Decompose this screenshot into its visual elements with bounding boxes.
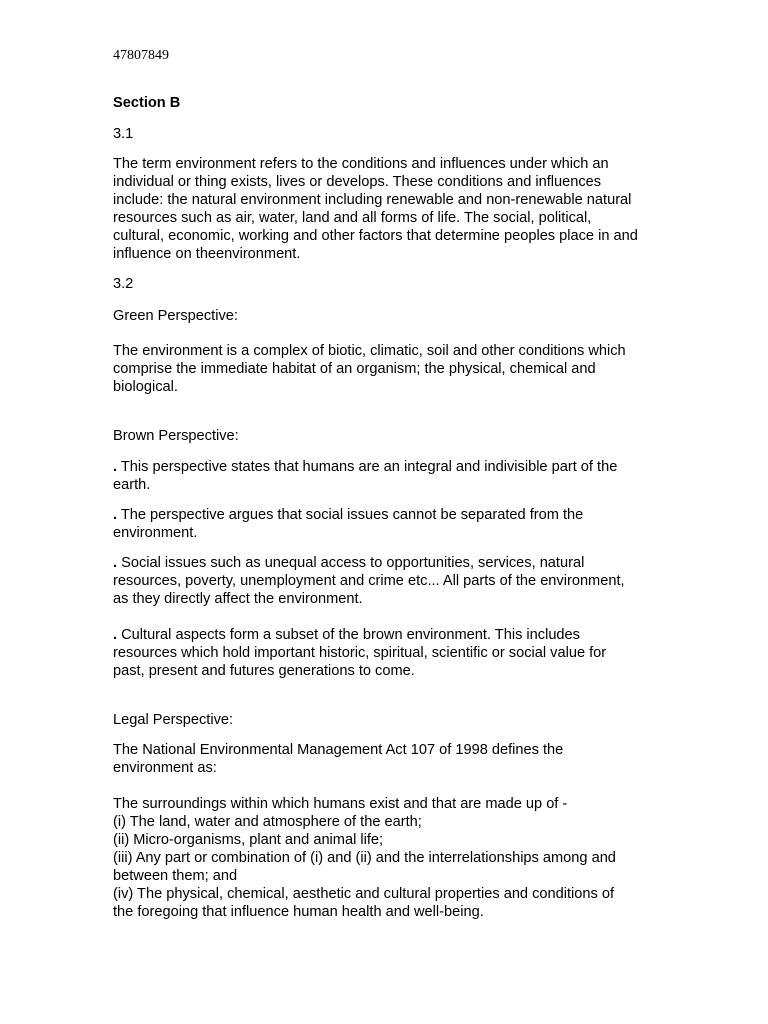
brown-point-2 (113, 506, 673, 542)
question-number-3-1: 3.1 (113, 126, 134, 142)
paragraph-line: The National Environmental Management Act 107 of 1998 defines the (113, 742, 564, 758)
bullet-text: The perspective argues that social issues cannot be separated from the (117, 507, 584, 523)
paragraph-line: resources such as air, water, land and all forms of life. The social, political, (113, 210, 592, 226)
paragraph-line: biological. (113, 379, 178, 395)
paragraph-line: include: the natural environment including renewable and non-renewable natural (113, 192, 632, 208)
definition-line: (i) The land, water and atmosphere of the earth; (113, 814, 422, 830)
brown-point-1 (113, 458, 673, 494)
legal-intro-paragraph (113, 741, 673, 777)
paragraph-line: The environment is a complex of biotic, climatic, soil and other conditions which (113, 343, 626, 359)
paragraph-line: influence on theenvironment. (113, 246, 301, 262)
definition-line: (iv) The physical, chemical, aesthetic and cultural properties and conditions of (113, 886, 615, 902)
paragraph-3-1 (113, 155, 673, 263)
bullet-text: resources which hold important historic, spiritual, scientific or social value for (113, 645, 607, 661)
bullet-text: resources, poverty, unemployment and crime etc... All parts of the environment, (113, 573, 625, 589)
bullet-marker: . (113, 555, 118, 571)
bullet-marker: . (113, 507, 118, 523)
bullet-text: Cultural aspects form a subset of the brown environment. This includes (117, 627, 580, 643)
brown-point-4 (113, 626, 673, 680)
paragraph-line: individual or thing exists, lives or develops. These conditions and influences (113, 174, 602, 190)
section-title: Section B (113, 95, 181, 111)
legal-perspective-label: Legal Perspective: (113, 712, 234, 728)
bullet-marker: . (113, 627, 118, 643)
paragraph-line: The term environment refers to the conditions and influences under which an (113, 156, 609, 172)
bullet-text: Social issues such as unequal access to opportunities, services, natural (117, 555, 585, 571)
definition-line: the foregoing that influence human health and well-being. (113, 904, 484, 920)
brown-perspective-label: Brown Perspective: (113, 428, 239, 444)
definition-line: (ii) Micro-organisms, plant and animal life; (113, 832, 384, 848)
green-perspective-label: Green Perspective: (113, 308, 238, 324)
bullet-text: past, present and futures generations to come. (113, 663, 415, 679)
legal-definition (113, 795, 673, 921)
green-perspective-paragraph (113, 342, 673, 396)
paragraph-line: comprise the immediate habitat of an organism; the physical, chemical and (113, 361, 596, 377)
bullet-text: earth. (113, 477, 151, 493)
bullet-text: as they directly affect the environment. (113, 591, 363, 607)
paragraph-line: cultural, economic, working and other factors that determine peoples place in and (113, 228, 638, 244)
bullet-marker: . (113, 459, 118, 475)
question-number-3-2: 3.2 (113, 276, 134, 292)
brown-point-3 (113, 554, 673, 608)
paragraph-line: environment as: (113, 760, 217, 776)
document-id: 47807849 (113, 48, 169, 63)
bullet-text: This perspective states that humans are an integral and indivisible part of the (117, 459, 618, 475)
definition-line: The surroundings within which humans exist and that are made up of - (113, 796, 568, 812)
definition-line: between them; and (113, 868, 238, 884)
bullet-text: environment. (113, 525, 198, 541)
definition-line: (iii) Any part or combination of (i) and (ii) and the interrelationships among and (113, 850, 616, 866)
